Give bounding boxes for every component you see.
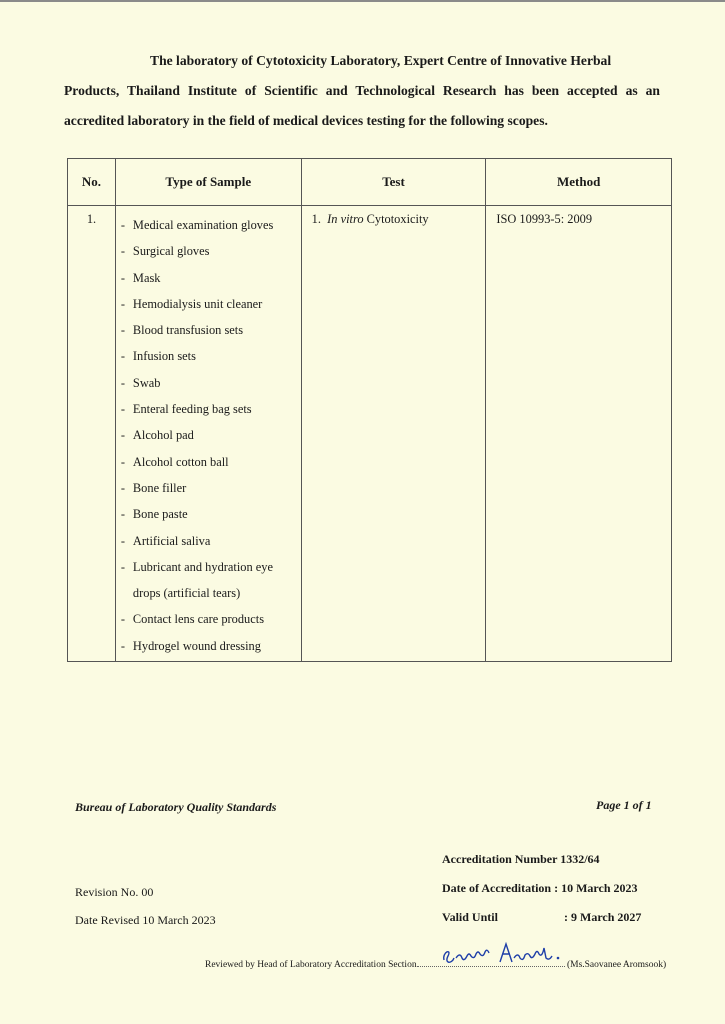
accreditation-number: Accreditation Number 1332/64 bbox=[442, 852, 600, 866]
valid-until-label: Valid Until bbox=[442, 910, 498, 924]
valid-until bbox=[442, 910, 642, 925]
table-header-row bbox=[68, 159, 672, 206]
sample-list-cell bbox=[115, 206, 301, 662]
header-type-of-sample: Type of Sample bbox=[115, 159, 301, 206]
header-method: Method bbox=[486, 159, 672, 206]
list-item: - Hydrogel wound dressing bbox=[117, 633, 300, 659]
page-indicator: Page 1 of 1 bbox=[596, 798, 652, 812]
list-item: - Infusion sets bbox=[117, 343, 300, 369]
scope-table bbox=[67, 158, 672, 662]
test-cell bbox=[301, 206, 486, 662]
list-item: - Hemodialysis unit cleaner bbox=[117, 291, 300, 317]
bureau-name: Bureau of Laboratory Quality Standards bbox=[75, 800, 277, 814]
date-revised: Date Revised 10 March 2023 bbox=[75, 913, 216, 927]
handwritten-signature bbox=[438, 938, 568, 968]
list-item: - Surgical gloves bbox=[117, 238, 300, 264]
list-item: - Bone paste bbox=[117, 501, 300, 527]
list-item: - Alcohol cotton ball bbox=[117, 449, 300, 475]
list-item: drops (artificial tears) bbox=[132, 586, 241, 601]
list-item: - Enteral feeding bag sets bbox=[117, 396, 300, 422]
list-item: - Swab bbox=[117, 370, 300, 396]
header-no: No. bbox=[68, 159, 116, 206]
table-row bbox=[68, 206, 672, 662]
intro-line-1: The laboratory of Cytotoxicity Laboratory, Expert Centre of Innovative Herbal bbox=[150, 53, 612, 68]
list-item: - Blood transfusion sets bbox=[117, 317, 300, 343]
intro-paragraph bbox=[64, 46, 660, 136]
row-number: 1. bbox=[68, 206, 116, 662]
list-item: - Contact lens care products bbox=[117, 606, 300, 632]
list-item: - Lubricant and hydration eye bbox=[117, 554, 300, 580]
valid-until-date: : 9 March 2027 bbox=[564, 910, 642, 924]
list-item: - Mask bbox=[117, 265, 300, 291]
reviewer-name: (Ms.Saovanee Aromsook) bbox=[566, 960, 667, 970]
list-item: - Medical examination gloves bbox=[117, 212, 300, 238]
header-test: Test bbox=[301, 159, 486, 206]
list-item: - Bone filler bbox=[117, 475, 300, 501]
top-border-line bbox=[0, 0, 725, 2]
intro-line-3: accredited laboratory in the field of medical devices testing for the following scopes. bbox=[64, 113, 548, 128]
date-of-accreditation: Date of Accreditation : 10 March 2023 bbox=[442, 881, 638, 895]
reviewed-by-line bbox=[205, 956, 666, 970]
sample-list bbox=[117, 212, 300, 659]
test-number: 1. bbox=[311, 212, 321, 226]
revision-number: Revision No. 00 bbox=[75, 885, 154, 899]
list-item: - Artificial saliva bbox=[117, 528, 300, 554]
test-name: Cytotoxicity bbox=[366, 212, 429, 226]
list-item: - Alcohol pad bbox=[117, 422, 300, 448]
test-in-vitro: In vitro bbox=[327, 212, 364, 226]
method-cell: ISO 10993-5: 2009 bbox=[486, 206, 672, 662]
intro-line-2: Products, Thailand Institute of Scientific and Technological Research has been accepted as an bbox=[64, 83, 660, 98]
reviewed-by-label: Reviewed by Head of Laboratory Accreditation Section bbox=[205, 960, 417, 970]
